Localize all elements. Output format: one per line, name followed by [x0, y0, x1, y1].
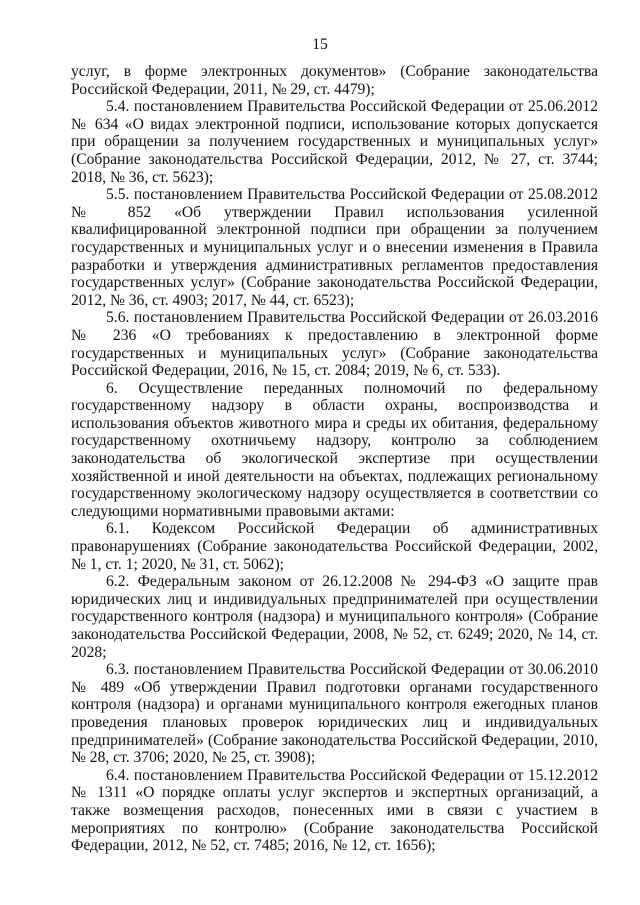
paragraph-item-5-5: 5.5. постановлением Правительства Российской Федерации от 25.08.2012 № 852 «Об утверждении Правил использования усиленной квалифицированной электронной подписи при обращении за получением государственных и муниципальных услуг и о внесении изменения в Правила разработки и утверждения административных регламентов предоставления государственных услуг» (Собрание законодательства Российской Федерации, 2012, № 36, ст. 4903; 2017, № 44, ст. 6523); [71, 186, 598, 309]
paragraph-continuation: услуг, в форме электронных документов» (Собрание законодательства Российской Федерации, 2011, № 29, ст. 4479); [71, 63, 598, 98]
page-number: 15 [312, 36, 328, 53]
paragraph-item-5-6: 5.6. постановлением Правительства Российской Федерации от 26.03.2016 № 236 «О требованиях к предоставлению в электронной форме государственных и муниципальных услуг» (Собрание законодательства Российской Федерации, 2016, № 15, ст. 2084; 2019, № 6, ст. 533). [71, 309, 598, 380]
paragraph-item-6: 6. Осуществление переданных полномочий по федеральному государственному надзору в области охраны, воспроизводства и использования объектов животного мира и среды их обитания, федеральному государственному охотничьему надзору, контролю за соблюдением законодательства об экологической экспертизе при осуществлении хозяйственной и иной деятельности на объектах, подлежащих региональному государственному экологическому надзору осуществляется в соответствии со следующими нормативными правовыми актами: [71, 379, 598, 520]
document-body [71, 63, 598, 855]
paragraph-item-6-1: 6.1. Кодексом Российской Федерации об административных правонарушениях (Собрание законодательства Российской Федерации, 2002, № 1, ст. 1; 2020, № 31, ст. 5062); [71, 520, 598, 573]
paragraph-item-6-3: 6.3. постановлением Правительства Российской Федерации от 30.06.2010 № 489 «Об утверждении Правил подготовки органами государственного контроля (надзора) и органами муниципального контроля ежегодных планов проведения плановых проверок юридических лиц и индивидуальных предпринимателей» (Собрание законодательства Российской Федерации, 2010, № 28, ст. 3706; 2020, № 25, ст. 3908); [71, 661, 598, 767]
paragraph-item-6-4: 6.4. постановлением Правительства Российской Федерации от 15.12.2012 № 1311 «О порядке оплаты услуг экспертов и экспертных организаций, а также возмещения расходов, понесенных ими в связи с участием в мероприятиях по контролю» (Собрание законодательства Российской Федерации, 2012, № 52, ст. 7485; 2016, № 12, ст. 1656); [71, 766, 598, 855]
paragraph-item-6-2: 6.2. Федеральным законом от 26.12.2008 № 294-ФЗ «О защите прав юридических лиц и индивидуальных предпринимателей при осуществлении государственного контроля (надзора) и муниципального контроля» (Собрание законодательства Российской Федерации, 2008, № 52, ст. 6249; 2020, № 14, ст. 2028; [71, 573, 598, 661]
paragraph-item-5-4: 5.4. постановлением Правительства Российской Федерации от 25.06.2012 № 634 «О видах электронной подписи, использование которых допускается при обращении за получением государственных и муниципальных услуг» (Собрание законодательства Российской Федерации, 2012, № 27, ст. 3744; 2018, № 36, ст. 5623); [71, 98, 598, 186]
